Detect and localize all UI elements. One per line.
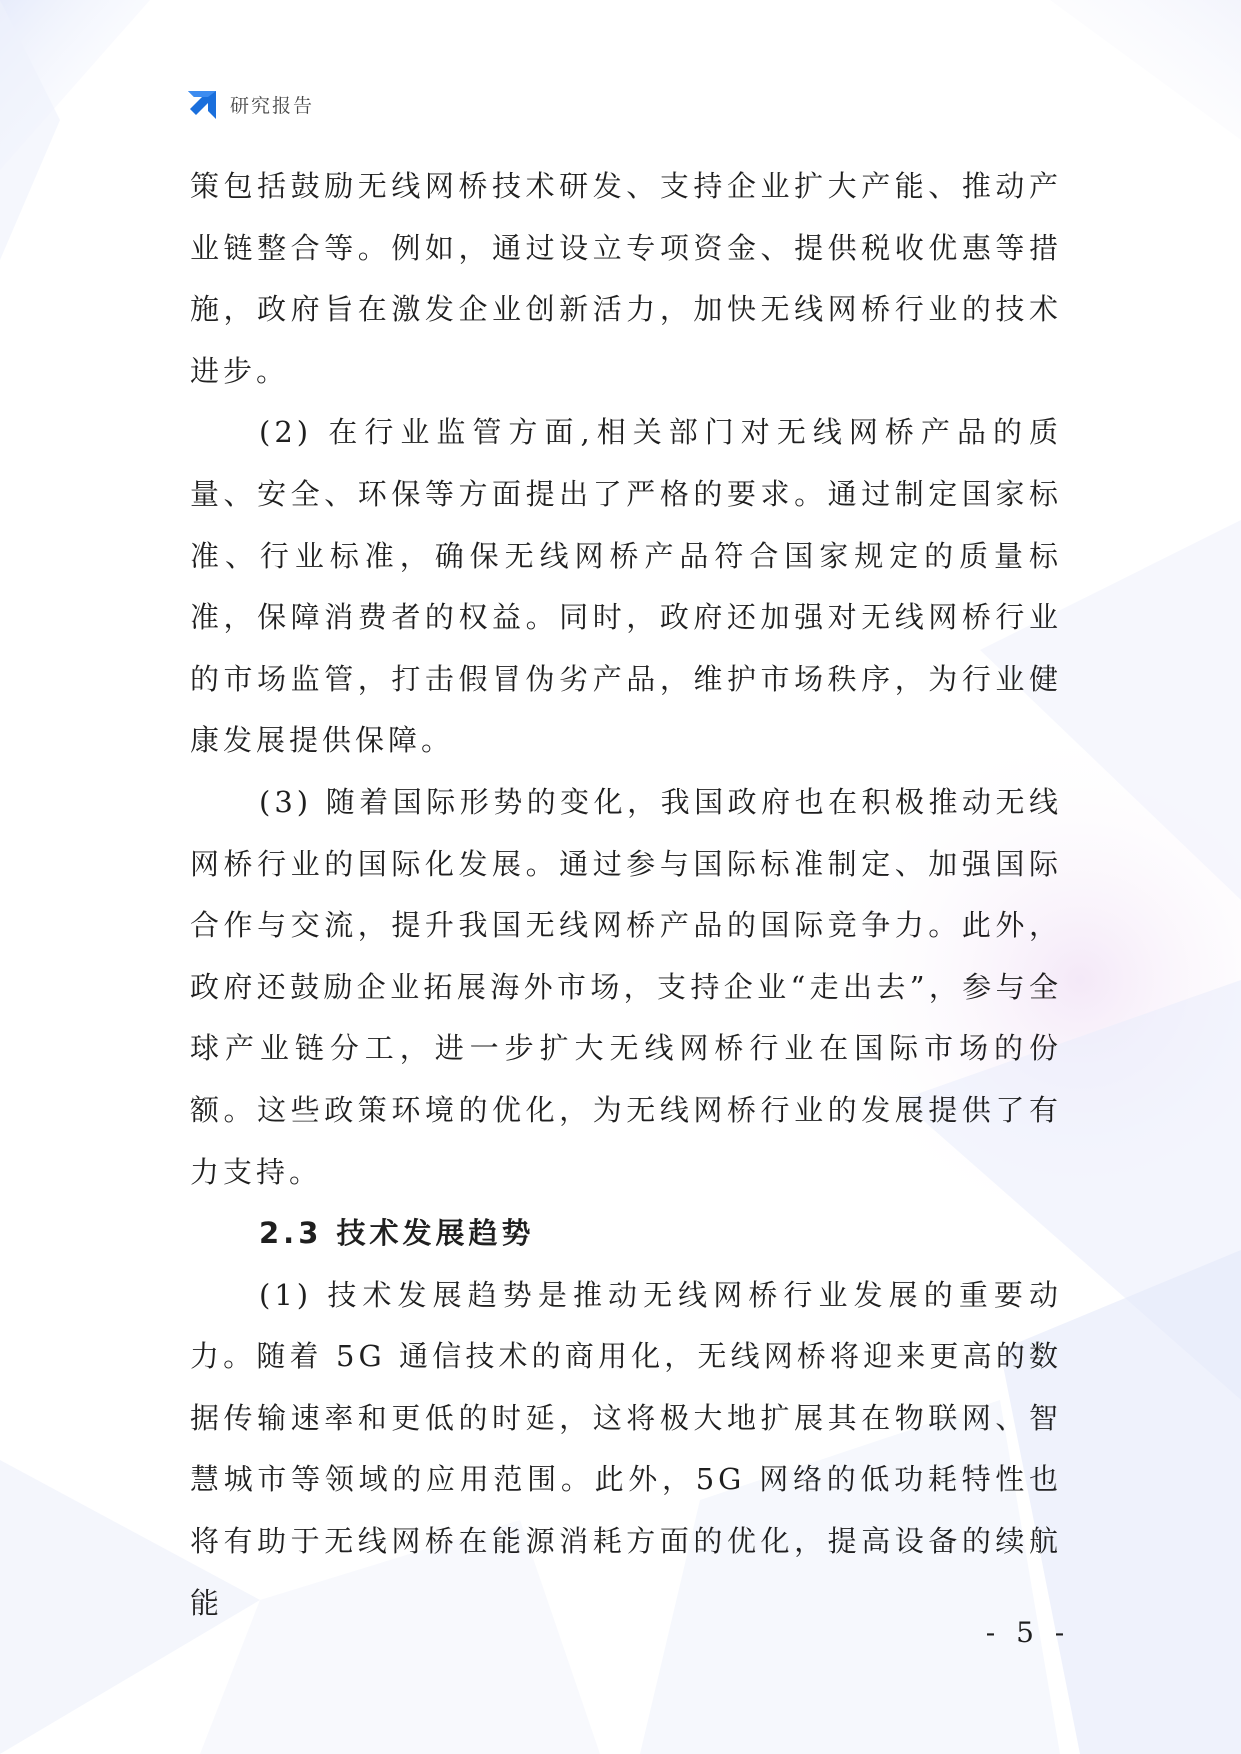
header-title: 研究报告 (230, 94, 315, 117)
paragraph-industry-regulation: (2) 在行业监管方面,相关部门对无线网桥产品的质量、安全、环保等方面提出了严格的要求。通过制定国家标准、行业标准，确保无线网桥产品符合国家规定的质量标准，保障消费者的权益。同时，政府还加强对无线网桥行业的市场监管，打击假冒伪劣产品，维护市场秩序，为行业健康发展提供保障。 (190, 415, 1062, 758)
report-header (186, 87, 314, 121)
paragraph-policy-continued: 策包括鼓励无线网桥技术研发、支持企业扩大产能、推动产业链整合等。例如，通过设立专项资金、提供税收优惠等措施，政府旨在激发企业创新活力，加快无线网桥行业的技术进步。 (190, 169, 1062, 388)
document-body (190, 156, 1062, 1634)
section-heading: 2.3 技术发展趋势 (259, 1216, 535, 1251)
paragraph-internationalization: (3) 随着国际形势的变化，我国政府也在积极推动无线网桥行业的国际化发展。通过参与国际标准制定、加强国际合作与交流，提升我国无线网桥产品的国际竞争力。此外，政府还鼓励企业拓展海外市场，支持企业“走出去”，参与全球产业链分工，进一步扩大无线网桥行业在国际市场的份额。这些政策环境的优化，为无线网桥行业的发展提供了有力支持。 (190, 784, 1062, 1189)
page-number: - 5 - (985, 1616, 1071, 1649)
arrow-up-right-icon (186, 87, 220, 121)
paragraph-technology-trend: (1) 技术发展趋势是推动无线网桥行业发展的重要动力。随着 5G 通信技术的商用化，无线网桥将迎来更高的数据传输速率和更低的时延，这将极大地扩展其在物联网、智慧城市等领域的应用范围。此外，5G 网络的低功耗特性也将有助于无线网桥在能源消耗方面的优化，提高设备的续航能 (190, 1277, 1062, 1620)
